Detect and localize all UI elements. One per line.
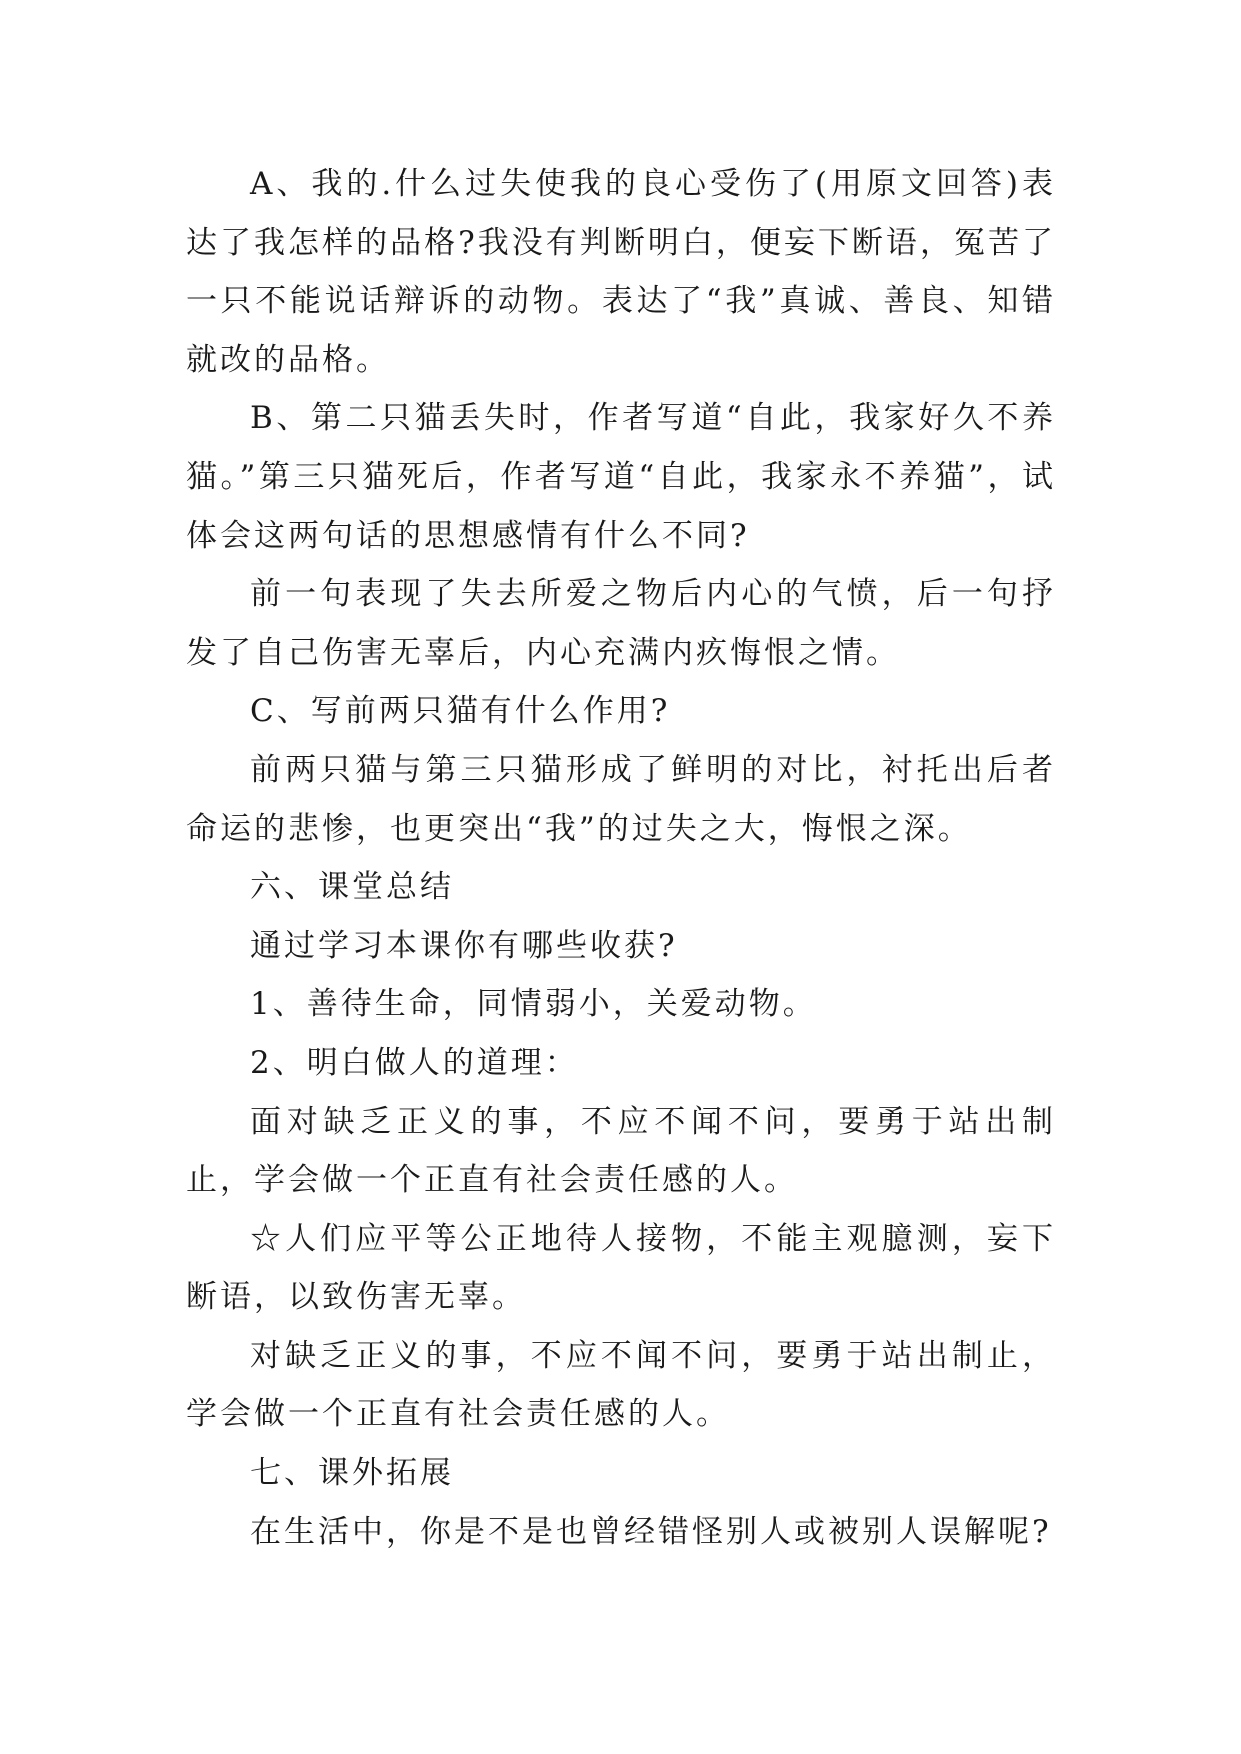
paragraph-justice-repeat: 对缺乏正义的事，不应不闻不问，要勇于站出制止，学会做一个正直有社会责任感的人。 [186,1337,1056,1433]
paragraph-answer-b: 前一句表现了失去所爱之物后内心的气愤，后一句抒发了自己伤害无辜后，内心充满内疚悔恨之情。 [186,576,1056,671]
paragraph-answer-c: 前两只猫与第三只猫形成了鲜明的对比，衬托出后者命运的悲惨，也更突出“我”的过失之大，悔恨之深。 [186,751,1056,847]
list-item-2: 2、明白做人的道理： [250,1044,579,1081]
document-body [186,155,1056,1561]
paragraph-extension-question: 在生活中，你是不是也曾经错怪别人或被别人误解呢? [250,1513,1052,1550]
paragraph-question-b: B、第二只猫丢失时，作者写道“自此，我家好久不养猫。”第三只猫死后，作者写道“自此，我家永不养猫”，试体会这两句话的思想感情有什么不同? [186,400,1056,554]
paragraph-question-c: C、写前两只猫有什么作用? [250,693,671,730]
paragraph-justice: 面对缺乏正义的事，不应不闻不问，要勇于站出制止，学会做一个正直有社会责任感的人。 [186,1103,1056,1199]
paragraph-star-note: ☆人们应平等公正地待人接物，不能主观臆测，妄下断语，以致伤害无辜。 [186,1220,1056,1316]
paragraph-summary-prompt: 通过学习本课你有哪些收获? [250,927,678,964]
list-item-1: 1、善待生命，同情弱小，关爱动物。 [250,986,817,1023]
section-heading-extension: 七、课外拓展 [250,1455,454,1492]
paragraph-question-a: A、我的.什么过失使我的良心受伤了(用原文回答)表达了我怎样的品格?我没有判断明白，便妄下断语，冤苦了一只不能说话辩诉的动物。表达了“我”真诚、善良、知错就改的品格。 [186,166,1056,378]
section-heading-summary: 六、课堂总结 [250,869,454,906]
